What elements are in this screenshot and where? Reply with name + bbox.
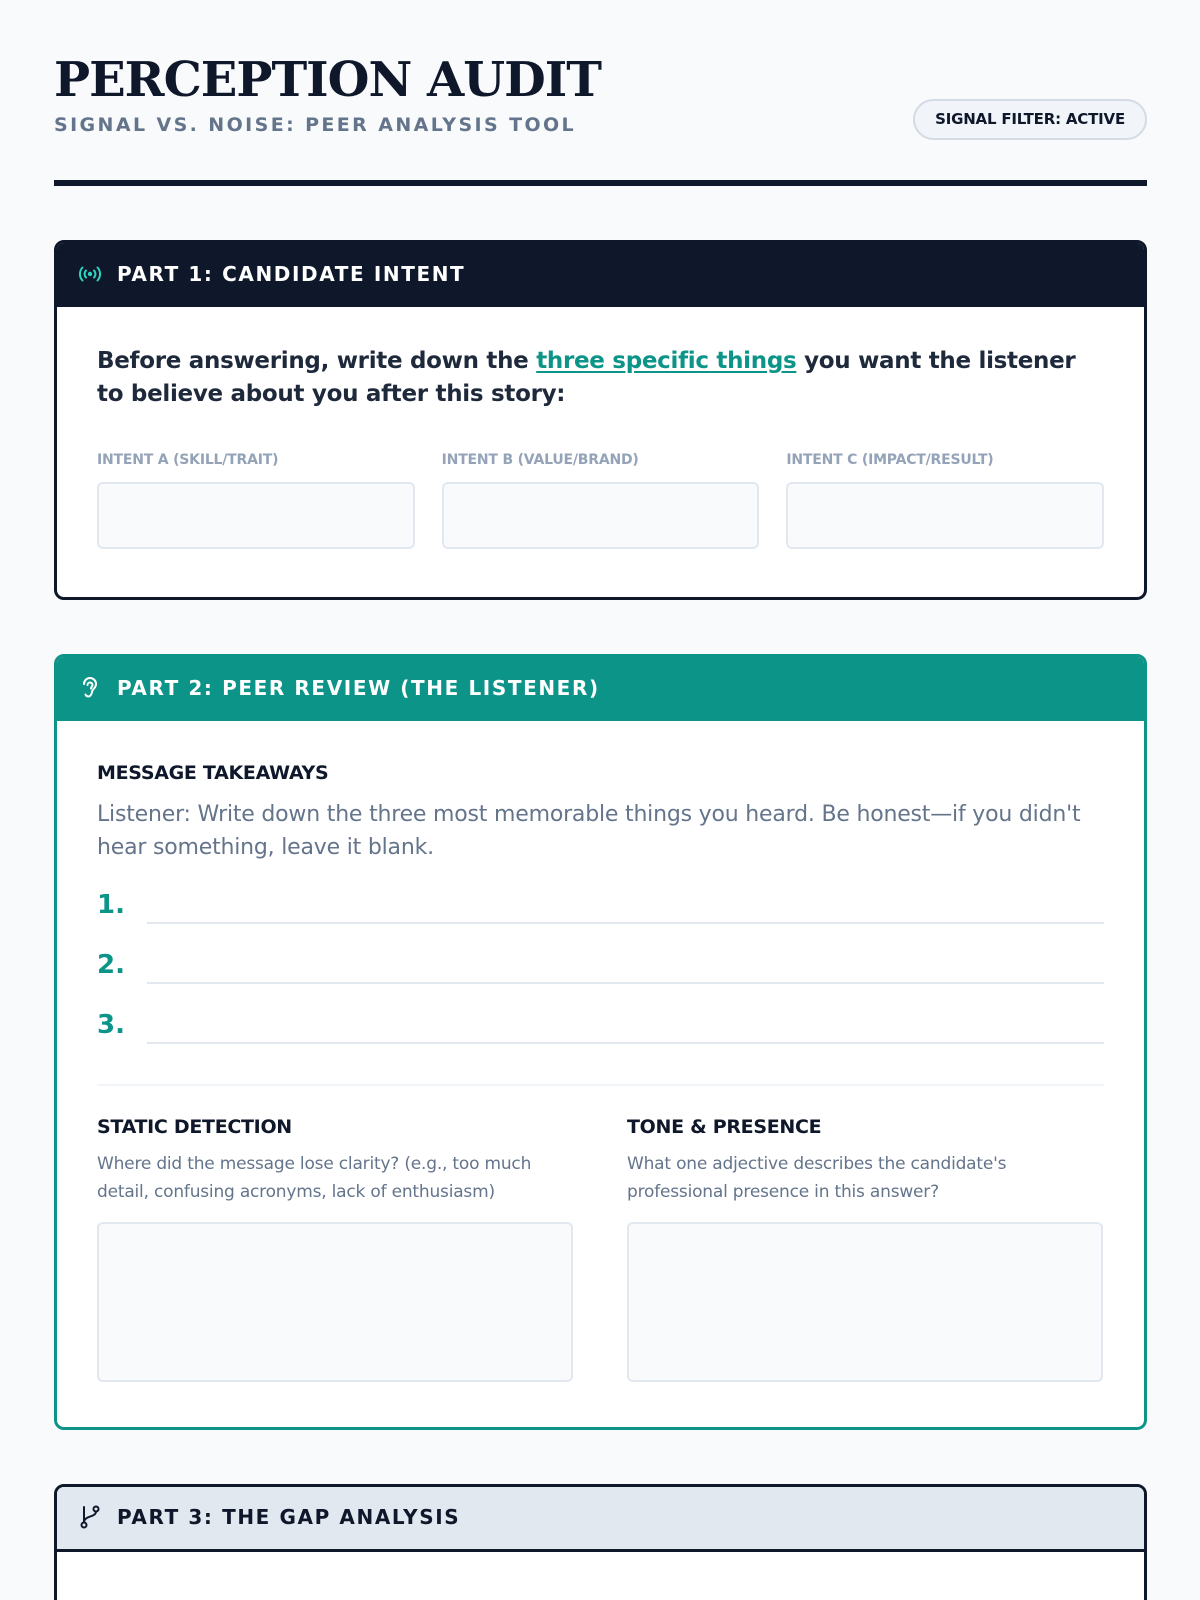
prompt-highlight: three specific things bbox=[536, 348, 797, 374]
part1-title: PART 1: CANDIDATE INTENT bbox=[117, 261, 466, 286]
branch-icon bbox=[77, 1504, 103, 1530]
takeaway-line-2[interactable] bbox=[147, 982, 1104, 984]
part1-card bbox=[54, 240, 1147, 600]
takeaway-item bbox=[97, 984, 1104, 1044]
prompt-text-end: you want the listener to believe about you after this story: bbox=[97, 348, 1076, 407]
takeaway-number: 3. bbox=[97, 1010, 125, 1040]
takeaway-number: 2. bbox=[97, 950, 125, 980]
part2-title: PART 2: PEER REVIEW (THE LISTENER) bbox=[117, 675, 600, 700]
part2-body bbox=[57, 721, 1144, 1382]
intent-b-field[interactable] bbox=[442, 482, 760, 549]
takeaway-line-1[interactable] bbox=[147, 922, 1104, 924]
static-title: STATIC DETECTION bbox=[97, 1116, 292, 1138]
tone-presence-field[interactable] bbox=[627, 1222, 1103, 1382]
intent-b bbox=[442, 452, 760, 549]
part3-header bbox=[54, 1484, 1147, 1552]
header-divider bbox=[54, 180, 1147, 186]
part1-body bbox=[57, 307, 1144, 549]
takeaway-item bbox=[97, 924, 1104, 984]
status-badge: SIGNAL FILTER: ACTIVE bbox=[913, 99, 1147, 140]
takeaways-instructions: Listener: Write down the three most memorable things you heard. Be honest—if you didn't hear something, leave it blank. bbox=[97, 802, 1081, 860]
section-divider bbox=[97, 1084, 1104, 1086]
page-subtitle: SIGNAL VS. NOISE: PEER ANALYSIS TOOL bbox=[54, 114, 577, 136]
feedback-columns bbox=[97, 1116, 1104, 1382]
takeaway-line-3[interactable] bbox=[147, 1042, 1104, 1044]
part2-header bbox=[54, 654, 1147, 721]
intent-a-label: INTENT A (SKILL/TRAIT) bbox=[97, 452, 279, 468]
tone-desc: What one adjective describes the candidate's professional presence in this answer? bbox=[627, 1154, 1007, 1202]
part2-card bbox=[54, 654, 1147, 1430]
broadcast-icon bbox=[77, 261, 103, 287]
intent-b-label: INTENT B (VALUE/BRAND) bbox=[441, 452, 639, 468]
part1-header bbox=[54, 240, 1147, 307]
part3-card bbox=[54, 1484, 1147, 1600]
tone-presence bbox=[627, 1116, 1103, 1382]
intent-row bbox=[97, 452, 1104, 549]
part3-title: PART 3: THE GAP ANALYSIS bbox=[117, 1504, 461, 1529]
tone-title: TONE & PRESENCE bbox=[627, 1116, 822, 1138]
static-detection bbox=[97, 1116, 573, 1382]
intent-c-label: INTENT C (IMPACT/RESULT) bbox=[786, 452, 994, 468]
static-desc: Where did the message lose clarity? (e.g., too much detail, confusing acronyms, lack of enthusiasm) bbox=[97, 1154, 532, 1202]
page-title: PERCEPTION AUDIT bbox=[54, 52, 601, 108]
intent-a-field[interactable] bbox=[97, 482, 415, 549]
intent-c-field[interactable] bbox=[786, 482, 1104, 549]
intent-prompt bbox=[97, 345, 1104, 411]
static-detection-field[interactable] bbox=[97, 1222, 573, 1382]
ear-icon bbox=[77, 675, 103, 701]
takeaways-title: MESSAGE TAKEAWAYS bbox=[97, 762, 329, 784]
page-header bbox=[54, 0, 1147, 190]
takeaway-number: 1. bbox=[97, 890, 125, 920]
worksheet-page bbox=[54, 0, 1147, 1529]
intent-a bbox=[97, 452, 415, 549]
takeaway-item bbox=[97, 864, 1104, 924]
intent-c bbox=[786, 452, 1104, 549]
takeaways-list bbox=[97, 864, 1104, 1044]
prompt-text-start: Before answering, write down the bbox=[97, 348, 537, 374]
